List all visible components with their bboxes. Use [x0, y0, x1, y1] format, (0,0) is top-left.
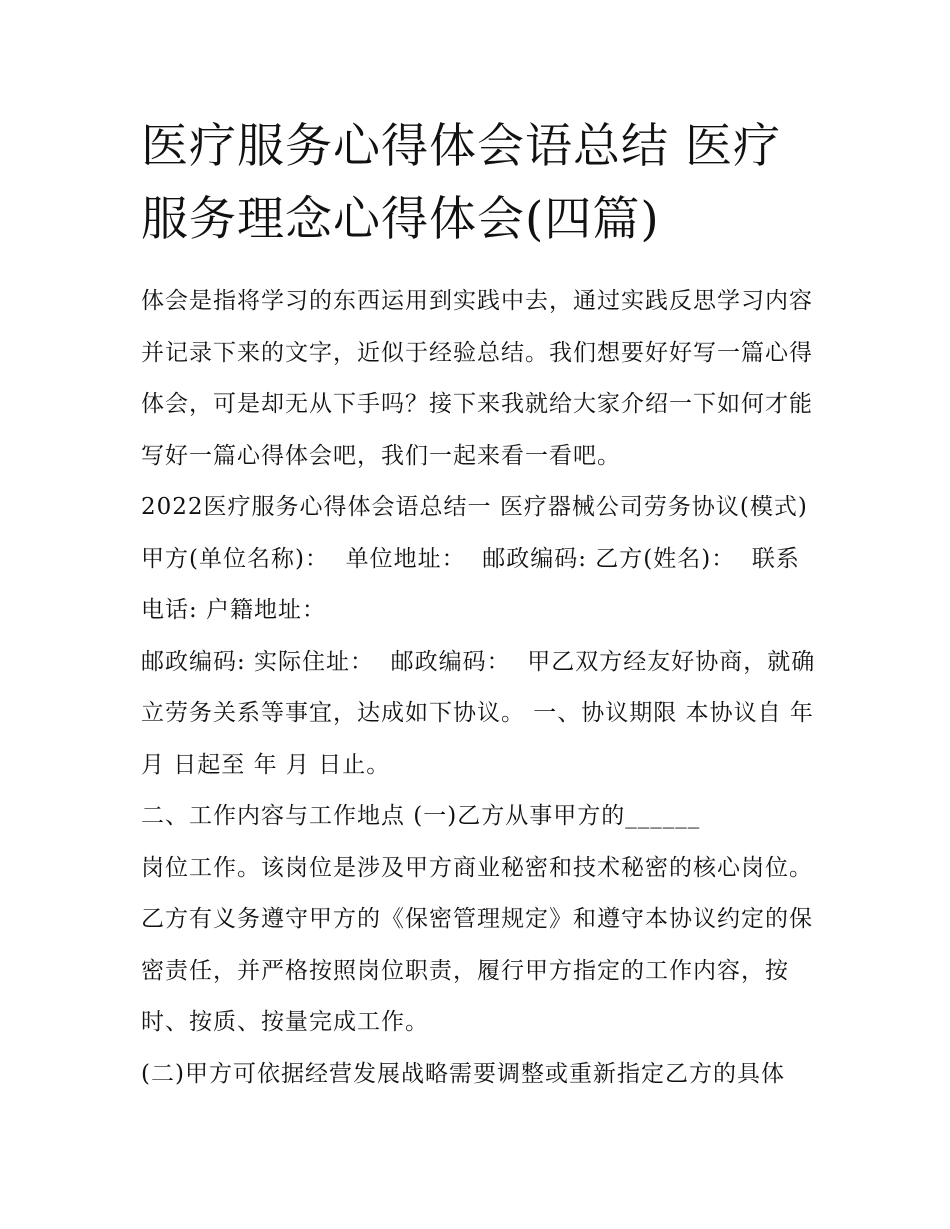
- paragraph-agreement-header: 2022医疗服务心得体会语总结一 医疗器械公司劳务协议(模式) 甲方(单位名称)： 单位地址： 邮政编码: 乙方(姓名)： 联系电话: 户籍地址：: [141, 494, 817, 623]
- document-title: 医疗服务心得体会语总结 医疗服务理念心得体会(四篇): [141, 119, 781, 247]
- paragraph-intro: 体会是指将学习的东西运用到实践中去，通过实践反思学习内容并记录下来的文字，近似于经验总结。我们想要好好写一篇心得体会，可是却无从下手吗？接下来我就给大家介绍一下如何才能写好一篇心得体会吧，我们一起来看一看吧。: [141, 288, 813, 469]
- paragraph-adjustment: (二)甲方可依据经营发展战略需要调整或重新指定乙方的具体: [141, 1060, 785, 1087]
- paragraph-work-content: 二、工作内容与工作地点 (一)乙方从事甲方的______: [141, 803, 701, 829]
- document-page: [141, 110, 821, 1100]
- paragraph-position-duties: 岗位工作。该岗位是涉及甲方商业秘密和技术秘密的核心岗位。乙方有义务遵守甲方的《保密管理规定》和遵守本协议约定的保密责任，并严格按照岗位职责，履行甲方指定的工作内容，按时、按质、按量完成工作。: [141, 854, 813, 1035]
- paragraph-address: 邮政编码: 实际住址： 邮政编码： 甲乙双方经友好协商，就确立劳务关系等事宜，达成如下协议。 一、协议期限 本协议自 年 月 日起至 年 月 日止。: [141, 648, 823, 778]
